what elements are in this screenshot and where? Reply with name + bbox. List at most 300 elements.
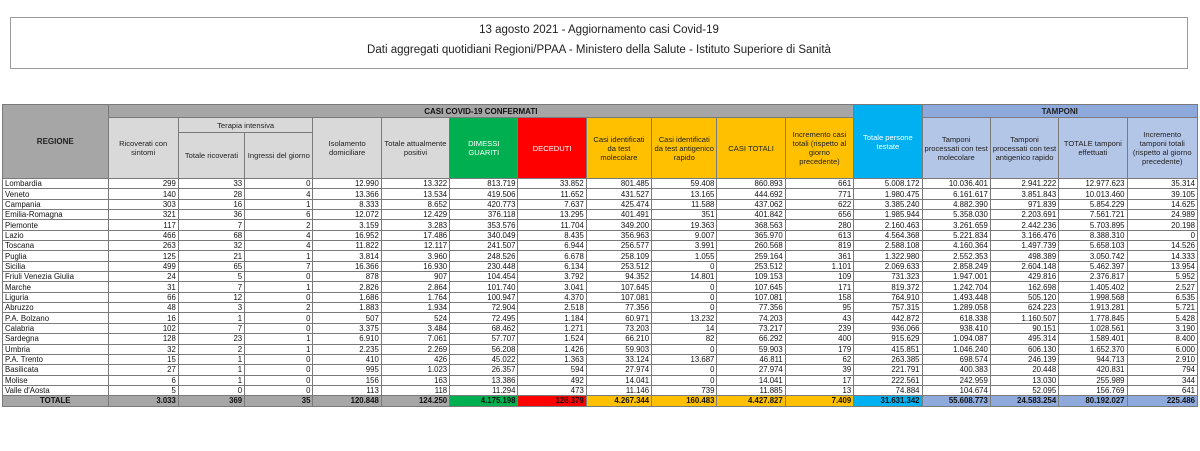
table-cell: 3.375 bbox=[313, 323, 381, 333]
header-ti-ingressi: Ingressi del giorno bbox=[245, 133, 313, 179]
table-cell: 263 bbox=[108, 241, 178, 251]
table-cell: 3.814 bbox=[313, 251, 381, 261]
table-cell: 66.210 bbox=[586, 334, 651, 344]
table-cell: 2 bbox=[245, 303, 313, 313]
table-cell: 24.989 bbox=[1127, 210, 1198, 220]
header-casi-group: CASI COVID-19 CONFERMATI bbox=[108, 105, 854, 118]
table-cell: 20.448 bbox=[990, 365, 1058, 375]
table-cell: 2 bbox=[245, 220, 313, 230]
region-name-cell: Puglia bbox=[3, 251, 109, 261]
table-row bbox=[3, 365, 1198, 375]
table-row bbox=[3, 179, 1198, 189]
table-cell: 11.652 bbox=[518, 189, 586, 199]
table-cell: 731.323 bbox=[854, 272, 922, 282]
table-cell: 11.588 bbox=[652, 199, 717, 209]
table-cell: 0 bbox=[245, 354, 313, 364]
table-cell: 72.904 bbox=[450, 303, 518, 313]
table-cell: 8.333 bbox=[313, 199, 381, 209]
table-cell: 21 bbox=[178, 251, 244, 261]
table-cell: 13 bbox=[785, 385, 853, 395]
region-name-cell: Molise bbox=[3, 375, 109, 385]
table-cell: 444.692 bbox=[717, 189, 785, 199]
table-cell: 62 bbox=[785, 354, 853, 364]
table-cell: 6 bbox=[245, 210, 313, 220]
table-cell: 77.356 bbox=[717, 303, 785, 313]
header-tamponi-molecolare: Tamponi processati con test molecolare bbox=[922, 118, 990, 179]
table-cell: 16.930 bbox=[381, 261, 449, 271]
table-cell: 618.338 bbox=[922, 313, 990, 323]
table-cell: 90.151 bbox=[990, 323, 1058, 333]
table-cell: 3.050.742 bbox=[1059, 251, 1127, 261]
table-cell: 771 bbox=[785, 189, 853, 199]
table-cell: 7 bbox=[245, 261, 313, 271]
table-cell: 248.526 bbox=[450, 251, 518, 261]
table-cell: 280 bbox=[785, 220, 853, 230]
table-cell: 241.507 bbox=[450, 241, 518, 251]
table-cell: 7 bbox=[178, 282, 244, 292]
table-cell: 351 bbox=[652, 210, 717, 220]
table-cell: 8.435 bbox=[518, 230, 586, 240]
table-cell: 11.294 bbox=[450, 385, 518, 395]
table-cell: 100.947 bbox=[450, 292, 518, 302]
table-cell: 0 bbox=[652, 303, 717, 313]
table-cell: 2.858.249 bbox=[922, 261, 990, 271]
table-cell: 1.998.568 bbox=[1059, 292, 1127, 302]
table-cell: 376.118 bbox=[450, 210, 518, 220]
table-cell: 95 bbox=[785, 303, 853, 313]
table-cell: 1.524 bbox=[518, 334, 586, 344]
region-name-cell: Lazio bbox=[3, 230, 109, 240]
table-cell: 0 bbox=[245, 323, 313, 333]
table-row bbox=[3, 303, 1198, 313]
table-cell: 82 bbox=[652, 334, 717, 344]
table-cell: 1.493.448 bbox=[922, 292, 990, 302]
table-cell: 156.769 bbox=[1059, 385, 1127, 395]
table-cell: 2.235 bbox=[313, 344, 381, 354]
total-cell: 128.379 bbox=[518, 396, 586, 406]
table-cell: 6.000 bbox=[1127, 344, 1198, 354]
table-cell: 59.903 bbox=[586, 344, 651, 354]
table-cell: 13.295 bbox=[518, 210, 586, 220]
table-cell: 246.139 bbox=[990, 354, 1058, 364]
table-cell: 1.046.240 bbox=[922, 344, 990, 354]
table-cell: 3 bbox=[178, 303, 244, 313]
table-cell: 698.574 bbox=[922, 354, 990, 364]
table-cell: 5.854.229 bbox=[1059, 199, 1127, 209]
table-cell: 466 bbox=[108, 230, 178, 240]
table-cell: 8.652 bbox=[381, 199, 449, 209]
table-cell: 14.041 bbox=[717, 375, 785, 385]
table-cell: 0 bbox=[652, 282, 717, 292]
header-ricoverati: Ricoverati con sintomi bbox=[108, 118, 178, 179]
table-cell: 12.990 bbox=[313, 179, 381, 189]
table-cell: 420.773 bbox=[450, 199, 518, 209]
table-cell: 505.120 bbox=[990, 292, 1058, 302]
table-cell: 56.208 bbox=[450, 344, 518, 354]
total-cell: 160.483 bbox=[652, 396, 717, 406]
table-cell: 11.885 bbox=[717, 385, 785, 395]
table-cell: 32 bbox=[108, 344, 178, 354]
table-cell: 1.028.561 bbox=[1059, 323, 1127, 333]
header-dimessi-guariti: DIMESSI GUARITI bbox=[450, 118, 518, 179]
table-cell: 1.934 bbox=[381, 303, 449, 313]
table-cell: 1 bbox=[245, 251, 313, 261]
table-cell: 7 bbox=[178, 323, 244, 333]
region-name-cell: Emilia-Romagna bbox=[3, 210, 109, 220]
table-cell: 907 bbox=[381, 272, 449, 282]
table-cell: 431.527 bbox=[586, 189, 651, 199]
table-cell: 1 bbox=[245, 199, 313, 209]
table-cell: 1 bbox=[178, 365, 244, 375]
table-row bbox=[3, 220, 1198, 230]
table-cell: 1.985.944 bbox=[854, 210, 922, 220]
region-name-cell: Valle d'Aosta bbox=[3, 385, 109, 395]
table-cell: 1.322.980 bbox=[854, 251, 922, 261]
region-name-cell: Calabria bbox=[3, 323, 109, 333]
table-cell: 14.041 bbox=[586, 375, 651, 385]
table-cell: 442.872 bbox=[854, 313, 922, 323]
table-row bbox=[3, 354, 1198, 364]
total-cell: 4.427.827 bbox=[717, 396, 785, 406]
total-cell: 225.486 bbox=[1127, 396, 1198, 406]
table-cell: 0 bbox=[245, 365, 313, 375]
table-row bbox=[3, 251, 1198, 261]
table-cell: 2.864 bbox=[381, 282, 449, 292]
table-cell: 1 bbox=[178, 313, 244, 323]
table-cell: 401.491 bbox=[586, 210, 651, 220]
header-casi-antigenico: Casi identificati da test antigenico rapido bbox=[652, 118, 717, 179]
table-cell: 813.719 bbox=[450, 179, 518, 189]
table-cell: 622 bbox=[785, 199, 853, 209]
table-cell: 258.109 bbox=[586, 251, 651, 261]
table-cell: 971.839 bbox=[990, 199, 1058, 209]
total-cell: 35 bbox=[245, 396, 313, 406]
table-cell: 1.101 bbox=[785, 261, 853, 271]
table-cell: 1.652.370 bbox=[1059, 344, 1127, 354]
table-cell: 349.200 bbox=[586, 220, 651, 230]
table-cell: 27 bbox=[108, 365, 178, 375]
table-cell: 624.223 bbox=[990, 303, 1058, 313]
total-cell: 120.848 bbox=[313, 396, 381, 406]
table-cell: 4.370 bbox=[518, 292, 586, 302]
table-cell: 158 bbox=[785, 292, 853, 302]
table-cell: 1.883 bbox=[313, 303, 381, 313]
header-persone-testate: Totale persone testate bbox=[854, 105, 922, 179]
table-row bbox=[3, 334, 1198, 344]
header-casi-molecolare: Casi identificati da test molecolare bbox=[586, 118, 651, 179]
table-cell: 5.008.172 bbox=[854, 179, 922, 189]
table-cell: 1.947.001 bbox=[922, 272, 990, 282]
table-cell: 3.960 bbox=[381, 251, 449, 261]
table-cell: 35.314 bbox=[1127, 179, 1198, 189]
table-cell: 31 bbox=[108, 282, 178, 292]
table-cell: 109 bbox=[785, 272, 853, 282]
table-cell: 1.426 bbox=[518, 344, 586, 354]
table-cell: 507 bbox=[313, 313, 381, 323]
table-cell: 10.013.460 bbox=[1059, 189, 1127, 199]
table-cell: 107.081 bbox=[717, 292, 785, 302]
table-row bbox=[3, 375, 1198, 385]
table-cell: 0 bbox=[652, 292, 717, 302]
table-cell: 43 bbox=[785, 313, 853, 323]
table-cell: 14.333 bbox=[1127, 251, 1198, 261]
table-cell: 1 bbox=[245, 344, 313, 354]
table-cell: 14 bbox=[652, 323, 717, 333]
table-cell: 117 bbox=[108, 220, 178, 230]
table-cell: 2 bbox=[178, 344, 244, 354]
table-cell: 17 bbox=[785, 375, 853, 385]
table-cell: 764.910 bbox=[854, 292, 922, 302]
table-cell: 2.203.691 bbox=[990, 210, 1058, 220]
table-cell: 5.703.895 bbox=[1059, 220, 1127, 230]
table-row bbox=[3, 292, 1198, 302]
table-row bbox=[3, 230, 1198, 240]
table-cell: 13.030 bbox=[990, 375, 1058, 385]
table-row bbox=[3, 313, 1198, 323]
header-isolamento: Isolamento domiciliare bbox=[313, 118, 381, 179]
table-cell: 4.564.368 bbox=[854, 230, 922, 240]
table-cell: 661 bbox=[785, 179, 853, 189]
table-cell: 0 bbox=[245, 313, 313, 323]
table-cell: 14.801 bbox=[652, 272, 717, 282]
region-name-cell: P.A. Bolzano bbox=[3, 313, 109, 323]
table-cell: 425.474 bbox=[586, 199, 651, 209]
table-cell: 33.124 bbox=[586, 354, 651, 364]
table-cell: 68.462 bbox=[450, 323, 518, 333]
table-cell: 24 bbox=[108, 272, 178, 282]
table-cell: 3.385.240 bbox=[854, 199, 922, 209]
table-cell: 656 bbox=[785, 210, 853, 220]
table-cell: 3.190 bbox=[1127, 323, 1198, 333]
table-cell: 259.164 bbox=[717, 251, 785, 261]
table-cell: 16.366 bbox=[313, 261, 381, 271]
table-cell: 3.792 bbox=[518, 272, 586, 282]
table-cell: 125 bbox=[108, 251, 178, 261]
table-cell: 1 bbox=[178, 375, 244, 385]
table-cell: 59.903 bbox=[717, 344, 785, 354]
table-cell: 2.910 bbox=[1127, 354, 1198, 364]
table-cell: 1.778.845 bbox=[1059, 313, 1127, 323]
table-cell: 419.506 bbox=[450, 189, 518, 199]
table-cell: 2.160.463 bbox=[854, 220, 922, 230]
table-cell: 13.322 bbox=[381, 179, 449, 189]
table-cell: 299 bbox=[108, 179, 178, 189]
table-cell: 938.410 bbox=[922, 323, 990, 333]
report-title-box bbox=[10, 17, 1188, 69]
table-cell: 0 bbox=[245, 385, 313, 395]
table-cell: 641 bbox=[1127, 385, 1198, 395]
table-cell: 524 bbox=[381, 313, 449, 323]
table-cell: 16.952 bbox=[313, 230, 381, 240]
table-cell: 353.576 bbox=[450, 220, 518, 230]
table-cell: 179 bbox=[785, 344, 853, 354]
table-cell: 171 bbox=[785, 282, 853, 292]
table-cell: 1.497.739 bbox=[990, 241, 1058, 251]
total-cell: 4.175.198 bbox=[450, 396, 518, 406]
table-cell: 162.698 bbox=[990, 282, 1058, 292]
table-cell: 15 bbox=[108, 354, 178, 364]
table-cell: 230.448 bbox=[450, 261, 518, 271]
table-cell: 253.512 bbox=[586, 261, 651, 271]
table-cell: 6.944 bbox=[518, 241, 586, 251]
table-cell: 1 bbox=[245, 334, 313, 344]
table-cell: 12.117 bbox=[381, 241, 449, 251]
table-cell: 400 bbox=[785, 334, 853, 344]
table-cell: 52.095 bbox=[990, 385, 1058, 395]
header-incremento-casi: Incremento casi totali (rispetto al giorno precedente) bbox=[785, 118, 853, 179]
total-cell: 80.192.027 bbox=[1059, 396, 1127, 406]
table-cell: 4 bbox=[245, 230, 313, 240]
table-cell: 16 bbox=[108, 313, 178, 323]
table-cell: 12.429 bbox=[381, 210, 449, 220]
table-cell: 819.372 bbox=[854, 282, 922, 292]
table-cell: 109.153 bbox=[717, 272, 785, 282]
table-cell: 221.791 bbox=[854, 365, 922, 375]
table-cell: 239 bbox=[785, 323, 853, 333]
table-cell: 260.568 bbox=[717, 241, 785, 251]
table-cell: 107.645 bbox=[586, 282, 651, 292]
table-cell: 410 bbox=[313, 354, 381, 364]
table-cell: 3.991 bbox=[652, 241, 717, 251]
table-cell: 107.081 bbox=[586, 292, 651, 302]
table-cell: 102 bbox=[108, 323, 178, 333]
table-cell: 242.959 bbox=[922, 375, 990, 385]
table-row bbox=[3, 189, 1198, 199]
table-cell: 0 bbox=[245, 179, 313, 189]
table-cell: 1.980.475 bbox=[854, 189, 922, 199]
table-cell: 860.893 bbox=[717, 179, 785, 189]
table-cell: 0 bbox=[178, 385, 244, 395]
region-name-cell: Marche bbox=[3, 282, 109, 292]
table-cell: 819 bbox=[785, 241, 853, 251]
region-name-cell: Umbria bbox=[3, 344, 109, 354]
total-cell: 7.409 bbox=[785, 396, 853, 406]
table-cell: 256.577 bbox=[586, 241, 651, 251]
table-cell: 794 bbox=[1127, 365, 1198, 375]
table-cell: 6.535 bbox=[1127, 292, 1198, 302]
table-cell: 344 bbox=[1127, 375, 1198, 385]
table-cell: 263.385 bbox=[854, 354, 922, 364]
table-cell: 0 bbox=[1127, 230, 1198, 240]
table-cell: 57.707 bbox=[450, 334, 518, 344]
table-cell: 5.721 bbox=[1127, 303, 1198, 313]
report-title: 13 agosto 2021 - Aggiornamento casi Covid-19 bbox=[479, 24, 719, 36]
table-cell: 3.041 bbox=[518, 282, 586, 292]
region-name-cell: Abruzzo bbox=[3, 303, 109, 313]
total-cell: 4.267.344 bbox=[586, 396, 651, 406]
header-tamponi-totale: TOTALE tamponi effettuati bbox=[1059, 118, 1127, 179]
table-cell: 944.713 bbox=[1059, 354, 1127, 364]
table-cell: 20.198 bbox=[1127, 220, 1198, 230]
table-cell: 995 bbox=[313, 365, 381, 375]
table-cell: 3.166.476 bbox=[990, 230, 1058, 240]
table-cell: 140 bbox=[108, 189, 178, 199]
table-cell: 2.941.222 bbox=[990, 179, 1058, 189]
table-cell: 74.884 bbox=[854, 385, 922, 395]
table-cell: 104.674 bbox=[922, 385, 990, 395]
table-cell: 5.462.397 bbox=[1059, 261, 1127, 271]
table-cell: 5.358.030 bbox=[922, 210, 990, 220]
table-cell: 60.971 bbox=[586, 313, 651, 323]
table-row bbox=[3, 282, 1198, 292]
table-cell: 39 bbox=[785, 365, 853, 375]
table-cell: 94.352 bbox=[586, 272, 651, 282]
table-cell: 36 bbox=[178, 210, 244, 220]
table-cell: 4 bbox=[245, 189, 313, 199]
table-cell: 613 bbox=[785, 230, 853, 240]
table-row bbox=[3, 272, 1198, 282]
table-cell: 9.007 bbox=[652, 230, 717, 240]
table-cell: 606.130 bbox=[990, 344, 1058, 354]
table-cell: 5.952 bbox=[1127, 272, 1198, 282]
table-cell: 128 bbox=[108, 334, 178, 344]
table-cell: 878 bbox=[313, 272, 381, 282]
table-cell: 33 bbox=[178, 179, 244, 189]
header-incremento-tamponi: Incremento tamponi totali (rispetto al giorno precedente) bbox=[1127, 118, 1198, 179]
table-cell: 222.561 bbox=[854, 375, 922, 385]
table-cell: 0 bbox=[652, 261, 717, 271]
table-cell: 401.842 bbox=[717, 210, 785, 220]
header-deceduti: DECEDUTI bbox=[518, 118, 586, 179]
table-cell: 1.242.704 bbox=[922, 282, 990, 292]
table-cell: 7 bbox=[178, 220, 244, 230]
table-row bbox=[3, 385, 1198, 395]
table-cell: 45.022 bbox=[450, 354, 518, 364]
table-cell: 12.977.623 bbox=[1059, 179, 1127, 189]
table-cell: 255.989 bbox=[1059, 375, 1127, 385]
table-cell: 2.588.108 bbox=[854, 241, 922, 251]
header-regione: REGIONE bbox=[3, 105, 109, 179]
region-name-cell: Veneto bbox=[3, 189, 109, 199]
header-ti-totale-ricoverati: Totale ricoverati bbox=[178, 133, 244, 179]
table-cell: 3.283 bbox=[381, 220, 449, 230]
table-cell: 59.408 bbox=[652, 179, 717, 189]
table-cell: 499 bbox=[108, 261, 178, 271]
table-cell: 1.184 bbox=[518, 313, 586, 323]
table-cell: 429.816 bbox=[990, 272, 1058, 282]
table-cell: 801.485 bbox=[586, 179, 651, 189]
region-name-cell: Piemonte bbox=[3, 220, 109, 230]
header-tamponi-antigenico: Tamponi processati con test antigenico rapido bbox=[990, 118, 1058, 179]
table-row bbox=[3, 241, 1198, 251]
table-row bbox=[3, 323, 1198, 333]
table-cell: 0 bbox=[245, 272, 313, 282]
table-cell: 8.388.310 bbox=[1059, 230, 1127, 240]
table-cell: 13.386 bbox=[450, 375, 518, 385]
table-cell: 1.160.507 bbox=[990, 313, 1058, 323]
table-cell: 1.023 bbox=[381, 365, 449, 375]
table-cell: 72.495 bbox=[450, 313, 518, 323]
table-cell: 2.826 bbox=[313, 282, 381, 292]
table-cell: 368.563 bbox=[717, 220, 785, 230]
table-cell: 14.526 bbox=[1127, 241, 1198, 251]
table-cell: 495.314 bbox=[990, 334, 1058, 344]
total-cell: 124.250 bbox=[381, 396, 449, 406]
table-row bbox=[3, 199, 1198, 209]
table-cell: 39.105 bbox=[1127, 189, 1198, 199]
region-name-cell: Campania bbox=[3, 199, 109, 209]
header-attualmente-positivi: Totale attualmente positivi bbox=[381, 118, 449, 179]
table-cell: 5.658.103 bbox=[1059, 241, 1127, 251]
table-cell: 27.974 bbox=[717, 365, 785, 375]
table-cell: 118 bbox=[381, 385, 449, 395]
table-cell: 1.589.401 bbox=[1059, 334, 1127, 344]
table-cell: 156 bbox=[313, 375, 381, 385]
report-subtitle: Dati aggregati quotidiani Regioni/PPAA - Ministero della Salute - Istituto Superiore di Sanità bbox=[367, 44, 831, 56]
table-cell: 1.764 bbox=[381, 292, 449, 302]
table-cell: 2.376.817 bbox=[1059, 272, 1127, 282]
region-name-cell: Friuli Venezia Giulia bbox=[3, 272, 109, 282]
